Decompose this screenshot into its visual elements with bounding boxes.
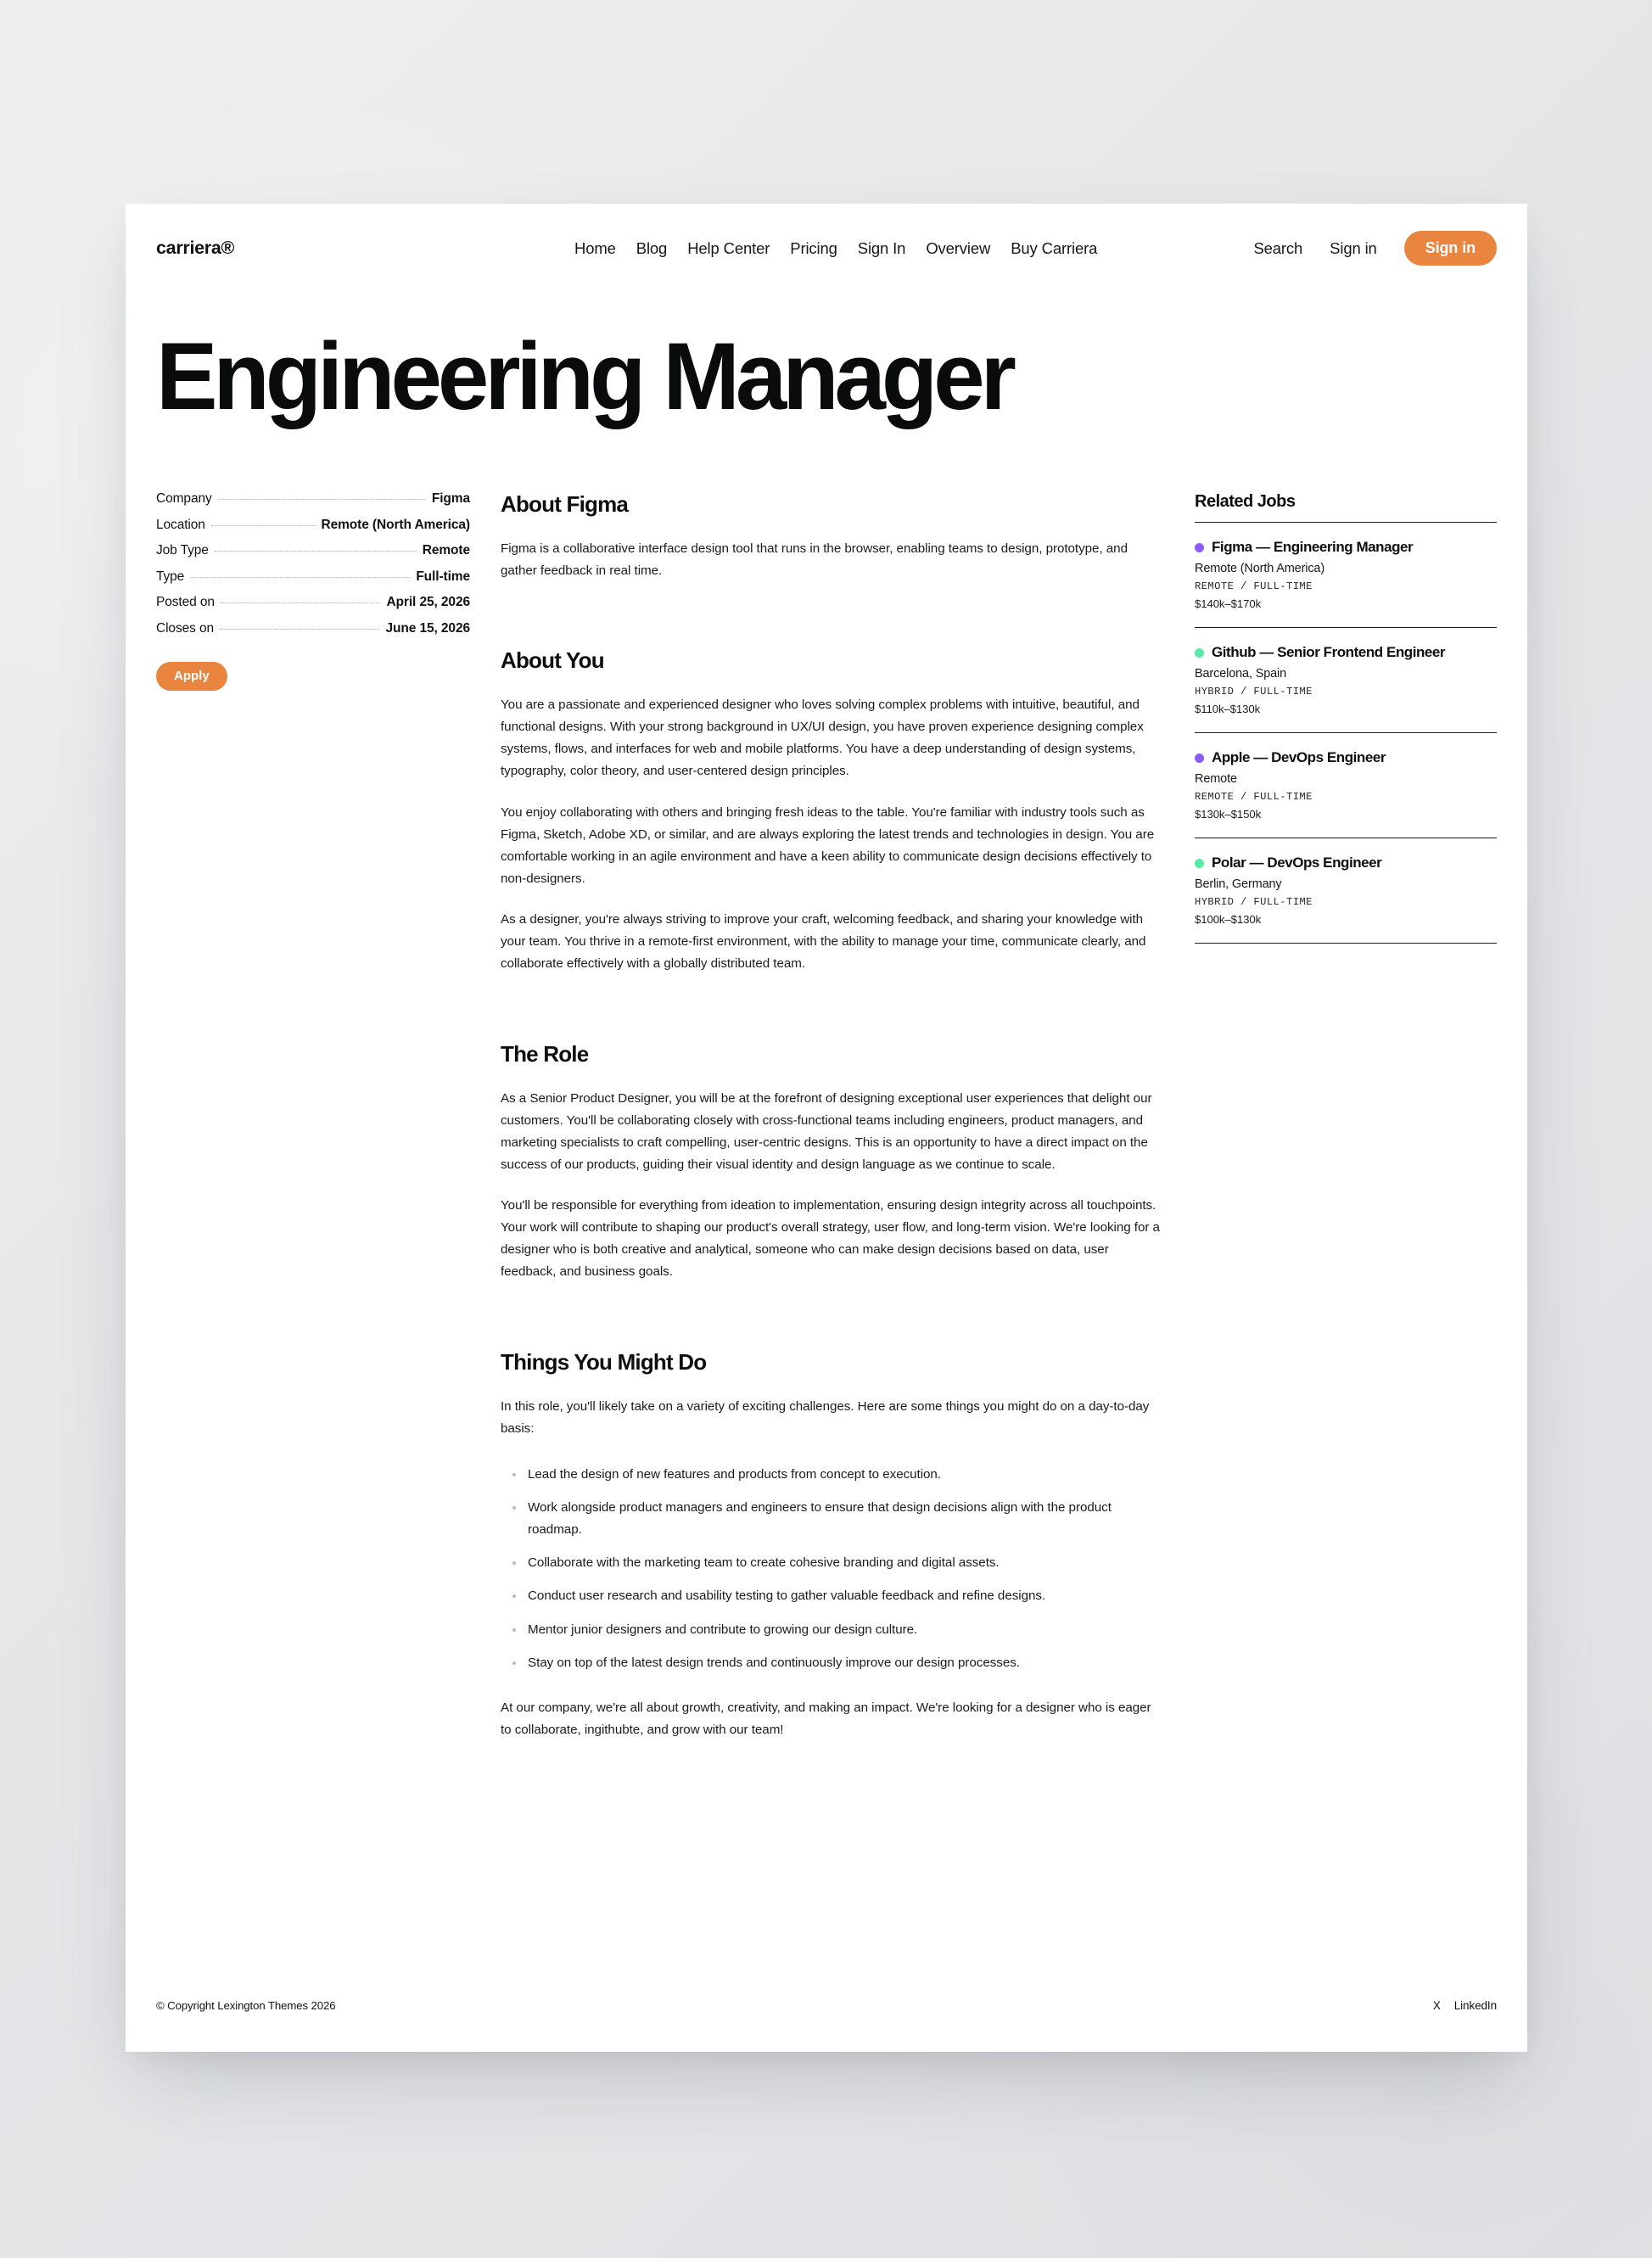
social-links — [1433, 1999, 1497, 2012]
related-jobs-panel — [1195, 492, 1497, 944]
nav-link-buy-carriera[interactable]: Buy Carriera — [1011, 238, 1098, 257]
section-title-the-role: The Role — [501, 1040, 589, 1067]
meta-value: Remote — [422, 543, 470, 557]
related-job-location: Remote — [1195, 772, 1237, 786]
copyright-text: © Copyright Lexington Themes 2026 — [156, 1999, 336, 2012]
related-job-header — [1195, 854, 1497, 871]
leader-dots — [221, 602, 381, 603]
related-job-header — [1195, 644, 1497, 661]
related-job-salary: $140k–$170k — [1195, 597, 1262, 610]
page-card — [126, 204, 1527, 2052]
meta-label: Type — [156, 569, 185, 584]
meta-value: April 25, 2026 — [386, 595, 470, 609]
related-job-location: Remote (North America) — [1195, 562, 1325, 575]
job-meta-panel — [156, 492, 470, 691]
section-title-about-company: About Figma — [501, 491, 629, 517]
related-job-salary: $110k–$130k — [1195, 703, 1261, 715]
related-job-header — [1195, 749, 1497, 766]
nav-link-pricing[interactable]: Pricing — [790, 238, 837, 257]
signin-link[interactable]: Sign in — [1330, 238, 1377, 257]
related-job-salary: $130k–$150k — [1195, 808, 1262, 821]
status-dot-icon — [1195, 648, 1204, 658]
related-job-card-4[interactable] — [1195, 838, 1497, 944]
responsibilities-list — [501, 1464, 1162, 1674]
nav-link-home[interactable]: Home — [574, 238, 616, 257]
related-job-location: Barcelona, Spain — [1195, 667, 1287, 681]
related-job-title: Github — Senior Frontend Engineer — [1212, 644, 1446, 660]
meta-row-posted-on — [156, 596, 470, 609]
status-dot-icon — [1195, 754, 1204, 763]
list-item: Lead the design of new features and products from concept to execution. — [501, 1464, 1162, 1486]
top-navigation-bar — [126, 204, 1527, 293]
signin-button[interactable]: Sign in — [1404, 231, 1497, 266]
status-dot-icon — [1195, 859, 1204, 868]
meta-value: June 15, 2026 — [385, 620, 470, 636]
list-item: Collaborate with the marketing team to create cohesive branding and digital assets. — [501, 1552, 1162, 1574]
search-link[interactable]: Search — [1253, 238, 1303, 257]
apply-button[interactable]: Apply — [156, 662, 227, 691]
related-job-salary: $100k–$130k — [1195, 913, 1262, 926]
things-outro-paragraph: At our company, we're all about growth, creativity, and making an impact. We're looking for a designer who is eager to collaborate, ingithubte, and grow with our team! — [501, 1700, 1151, 1737]
things-intro-paragraph: In this role, you'll likely take on a variety of exciting challenges. Here are some things you might do on a day-to-day basis: — [501, 1398, 1150, 1436]
about-company-paragraph: Figma is a collaborative interface design tool that runs in the browser, enabling teams to design, prototype, and gather feedback in real time. — [501, 541, 1128, 579]
related-job-header — [1195, 539, 1497, 556]
meta-label: Location — [156, 517, 205, 532]
meta-row-type — [156, 570, 470, 584]
meta-label: Company — [156, 491, 212, 506]
meta-row-company — [156, 492, 470, 506]
section-title-things-you-might-do: Things You Might Do — [501, 1348, 707, 1375]
leader-dots — [220, 629, 379, 630]
job-description — [501, 492, 1162, 1741]
related-job-location: Berlin, Germany — [1195, 877, 1282, 891]
about-you-paragraph-1: You are a passionate and experienced designer who loves solving complex problems with intuitive, beautiful, and functional designs. With your strong background in UX/UI design, you have proven experience designing complex systems, flows, and interfaces for web and mobile platforms. You have a deep understanding of design systems, typography, color theory, and user-centered design principles. — [501, 698, 1144, 779]
status-dot-icon — [1195, 543, 1204, 552]
brand-logo[interactable]: carriera® — [156, 238, 235, 258]
list-item: Stay on top of the latest design trends and continuously improve our design processes. — [501, 1652, 1162, 1674]
nav-actions — [1253, 231, 1497, 266]
list-item: Work alongside product managers and engineers to ensure that design decisions align with the product roadmap. — [501, 1497, 1162, 1541]
related-job-tags: REMOTE / FULL-TIME — [1195, 791, 1313, 803]
leader-dots — [190, 577, 410, 578]
list-item: Conduct user research and usability testing to gather valuable feedback and refine designs. — [501, 1585, 1162, 1607]
leader-dots — [211, 525, 316, 526]
role-paragraph-1: As a Senior Product Designer, you will be at the forefront of designing exceptional user experiences that delight our customers. You'll be collaborating closely with cross-functional teams including engineers, product managers, and marketing specialists to craft compelling, user-centric designs. This is an opportunity to have a direct impact on the success of our products, guiding their visual identity and design language as we continue to scale. — [501, 1090, 1152, 1172]
nav-link-sign-in[interactable]: Sign In — [857, 238, 906, 257]
meta-row-job-type — [156, 544, 470, 557]
related-job-card-3[interactable] — [1195, 733, 1497, 838]
social-link-linkedin[interactable]: LinkedIn — [1453, 1999, 1497, 2012]
role-paragraph-2: You'll be responsible for everything from ideation to implementation, ensuring design integrity across all touchpoints. Your work will contribute to shaping our product's overall strategy, user flow, and long-term vision. We're looking for a designer who is both creative and analytical, someone who can make design decisions based on data, user feedback, and business goals. — [501, 1198, 1160, 1280]
about-you-paragraph-2: You enjoy collaborating with others and bringing fresh ideas to the table. You're familiar with industry tools such as Figma, Sketch, Adobe XD, or similar, and are always exploring the latest trends and technologies in design. You are comfortable working in an agile environment and have a keen ability to communicate design decisions effectively to non-designers. — [501, 804, 1155, 887]
related-jobs-heading: Related Jobs — [1195, 492, 1497, 523]
related-job-card-1[interactable] — [1195, 523, 1497, 628]
page-title: Engineering Manager — [156, 323, 1012, 429]
about-you-paragraph-3: As a designer, you're always striving to improve your craft, welcoming feedback, and sharing your knowledge with your team. You thrive in a remote-first environment, with the ability to manage your time, communicate clearly, and collaborate effectively with a globally distributed team. — [501, 912, 1146, 972]
social-link-x[interactable]: X — [1432, 1999, 1441, 2012]
related-job-title: Apple — DevOps Engineer — [1212, 749, 1386, 765]
nav-link-blog[interactable]: Blog — [636, 238, 668, 257]
meta-value: Full-time — [416, 569, 470, 584]
nav-link-overview[interactable]: Overview — [926, 238, 991, 257]
leader-dots — [215, 551, 417, 552]
meta-label: Posted on — [156, 595, 215, 609]
related-job-tags: REMOTE / FULL-TIME — [1195, 580, 1313, 592]
meta-value: Remote (North America) — [321, 517, 470, 532]
primary-nav-links — [574, 239, 1097, 258]
leader-dots — [218, 499, 426, 500]
meta-row-closes-on — [156, 622, 470, 636]
related-job-title: Figma — Engineering Manager — [1212, 539, 1414, 555]
related-job-card-2[interactable] — [1195, 628, 1497, 733]
related-job-tags: HYBRID / FULL-TIME — [1195, 686, 1313, 698]
meta-row-location — [156, 518, 470, 532]
meta-label: Closes on — [156, 620, 215, 636]
list-item: Mentor junior designers and contribute to growing our design culture. — [501, 1619, 1162, 1641]
meta-label: Job Type — [156, 543, 209, 557]
section-title-about-you: About You — [501, 647, 604, 674]
meta-value: Figma — [431, 491, 470, 506]
page-footer — [156, 1999, 1497, 2012]
related-job-title: Polar — DevOps Engineer — [1212, 854, 1382, 871]
nav-link-help-center[interactable]: Help Center — [687, 238, 770, 257]
related-job-tags: HYBRID / FULL-TIME — [1195, 896, 1313, 908]
